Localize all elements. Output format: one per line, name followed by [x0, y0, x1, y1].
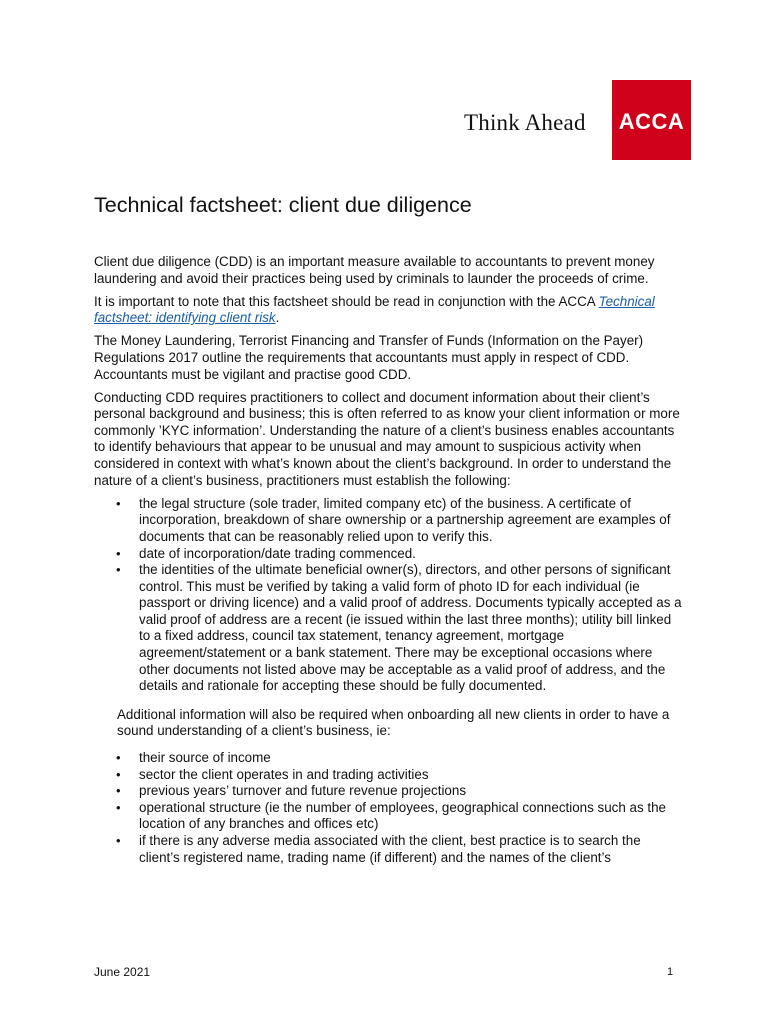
- additional-info-paragraph: Additional information will also be required when onboarding all new clients in order to have a sound understanding of a client’s business, ie:: [117, 706, 670, 739]
- logo-text: ACCA: [618, 109, 685, 134]
- onboarding-list: [94, 750, 684, 866]
- document-title: Technical factsheet: client due diligence: [94, 193, 472, 217]
- list-item: • the legal structure (sole trader, limited company etc) of the business. A certificate of incorporation, breakdown of share ownership or a partnership agreement are examples of documents that can be reasonably relied upon to verify this.: [139, 496, 684, 546]
- list-item: • the identities of the ultimate beneficial owner(s), directors, and other persons of significant control. This must be verified by taking a valid form of photo ID for each individual (ie passport or driving licence) and a valid proof of address. Documents typically accepted as a valid proof of address are a recent (ie issued within the last three months); utility bill linked to a fixed address, council tax statement, tenancy agreement, mortgage agreement/statement or a bank statement. There may be exceptional occasions where other documents not listed above may be acceptable as a valid proof of address, and the details and rationale for accepting these should be fully documented.: [139, 562, 684, 695]
- list-item: • date of incorporation/date trading commenced.: [139, 546, 684, 563]
- reference-paragraph: [94, 294, 684, 327]
- list-item: • previous years’ turnover and future revenue projections: [139, 783, 684, 800]
- document-body: [94, 254, 684, 878]
- regulations-paragraph: The Money Laundering, Terrorist Financing and Transfer of Funds (Information on the Payer) Regulations 2017 outline the requirements that accountants must apply in respect of CDD. Accountants must be vigilant and practise good CDD.: [94, 333, 644, 382]
- brand-tagline: Think Ahead: [464, 110, 586, 135]
- intro-paragraph: Client due diligence (CDD) is an important measure available to accountants to prevent money laundering and avoid their practices being used by criminals to launder the proceeds of crime.: [94, 254, 655, 286]
- page-number: 1: [667, 966, 674, 978]
- list-item: • sector the client operates in and trading activities: [139, 767, 684, 784]
- identifying-client-risk-link[interactable]: Technical factsheet: identifying client risk: [94, 293, 655, 326]
- reference-suffix: .: [275, 310, 280, 326]
- reference-prefix: It is important to note that this factsheet should be read in conjunction with the ACCA: [94, 293, 599, 309]
- list-item: • if there is any adverse media associated with the client, best practice is to search the client’s registered name, trading name (if different) and the names of the client’s: [139, 833, 684, 866]
- requirements-list: [94, 496, 684, 695]
- footer-date: June 2021: [94, 965, 151, 979]
- page-header: [0, 80, 768, 160]
- list-item: • operational structure (ie the number of employees, geographical connections such as the location of any branches and offices etc): [139, 800, 684, 833]
- conducting-cdd-paragraph: Conducting CDD requires practitioners to collect and document information about their client’s personal background and business; this is often referred to as know your client information or more commonly ’KYC information’. Understanding the nature of a client’s business enables accountants to identify behaviours that appear to be unusual and may amount to suspicious activity when considered in context with what’s known about the client’s background. In order to understand the nature of a client’s business, practitioners must establish the following:: [94, 389, 680, 488]
- list-item: • their source of income: [139, 750, 684, 767]
- acca-logo: [612, 80, 691, 160]
